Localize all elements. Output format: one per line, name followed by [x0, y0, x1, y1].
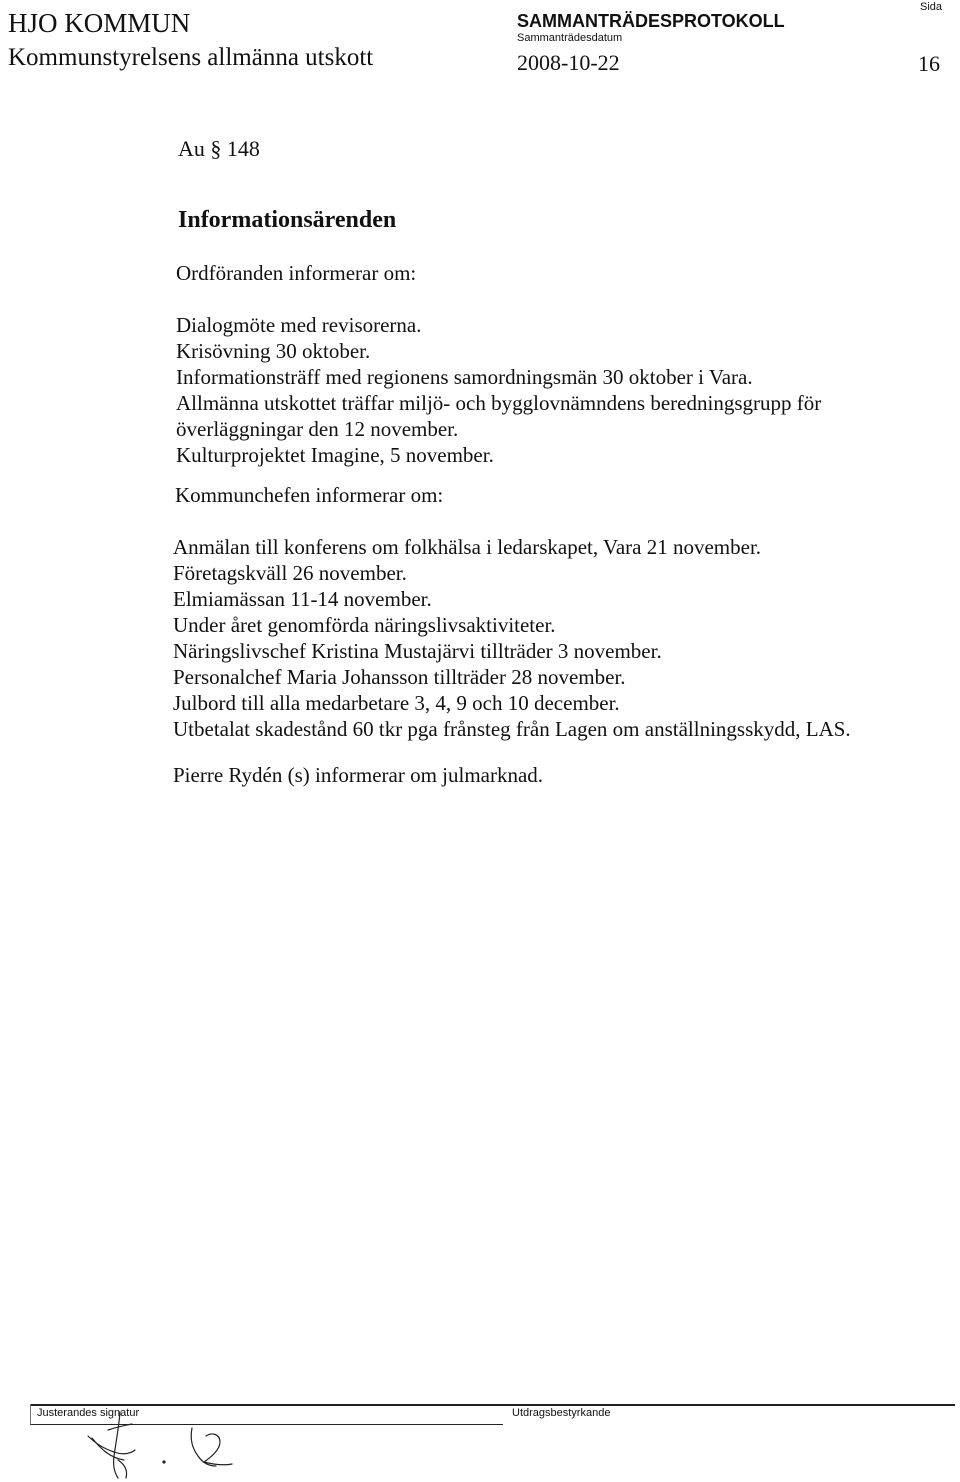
list-item: överläggningar den 12 november.	[176, 417, 459, 441]
page-label: Sida	[920, 1, 943, 13]
handwritten-signature	[80, 1408, 280, 1482]
list-item: Personalchef Maria Johansson tillträder 28 november.	[173, 665, 626, 689]
organization-name: HJO KOMMUN	[8, 8, 191, 38]
list-item: Elmiamässan 11-14 november.	[173, 587, 432, 611]
meeting-date: 2008-10-22	[517, 50, 620, 75]
document-type: SAMMANTRÄDESPROTOKOLL	[517, 11, 785, 31]
list-item: Dialogmöte med revisorerna.	[176, 313, 422, 337]
list-item: Kulturprojektet Imagine, 5 november.	[176, 443, 494, 467]
list-item: Anmälan till konferens om folkhälsa i ledarskapet, Vara 21 november.	[173, 535, 762, 559]
manager-intro: Kommunchefen informerar om:	[175, 483, 444, 507]
section-title: Informationsärenden	[178, 207, 397, 233]
list-item: Julbord till alla medarbetare 3, 4, 9 och 10 december.	[173, 691, 620, 715]
chair-items	[176, 312, 821, 468]
list-item: Under året genomförda näringslivsaktiviteter.	[173, 613, 556, 637]
date-label: Sammanträdesdatum	[517, 32, 623, 44]
list-item: Krisövning 30 oktober.	[176, 339, 371, 363]
signature-label: Justerandes signatur	[37, 1407, 140, 1419]
page-number: 16	[918, 51, 940, 76]
manager-items	[173, 534, 851, 742]
committee-name: Kommunstyrelsens allmänna utskott	[8, 44, 374, 71]
chair-intro: Ordföranden informerar om:	[176, 261, 417, 285]
list-item: Företagskväll 26 november.	[173, 561, 407, 585]
paragraph-number: Au § 148	[178, 136, 260, 161]
list-item: Allmänna utskottet träffar miljö- och bygglovnämndens beredningsgrupp för	[176, 391, 822, 415]
list-item: Näringslivschef Kristina Mustajärvi tillträder 3 november.	[173, 639, 662, 663]
list-item: Utbetalat skadestånd 60 tkr pga frånsteg från Lagen om anställningsskydd, LAS.	[173, 717, 851, 741]
extract-label: Utdragsbestyrkande	[512, 1407, 611, 1419]
final-note: Pierre Rydén (s) informerar om julmarknad.	[173, 763, 544, 787]
list-item: Informationsträff med regionens samordningsmän 30 oktober i Vara.	[176, 365, 753, 389]
